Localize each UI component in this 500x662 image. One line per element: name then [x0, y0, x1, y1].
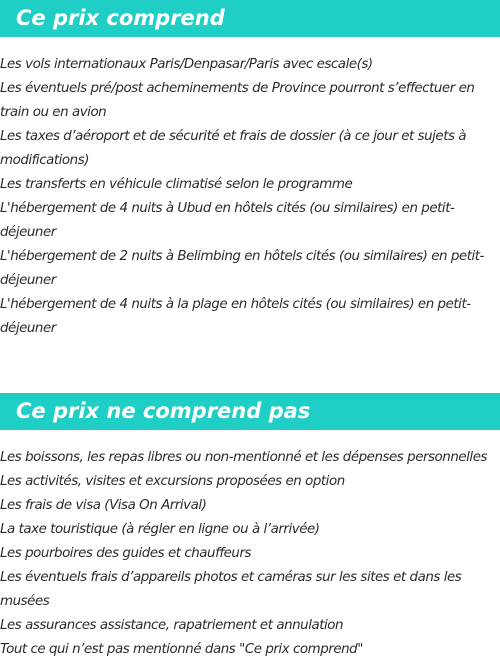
- excluded-item-frais-appareils: Les éventuels frais d’appareils photos et caméras sur les sites et dans les musées: [0, 570, 462, 609]
- included-item-hebergement-ubud: L'hébergement de 4 nuits à Ubud en hôtels cités (ou similaires) en petit-déjeuner: [0, 201, 455, 240]
- excluded-item-pourboires: Les pourboires des guides et chauffeurs: [0, 546, 252, 561]
- excluded-section-title: Ce prix ne comprend pas: [0, 393, 500, 430]
- included-item-transferts: Les transferts en véhicule climatisé selon le programme: [0, 177, 353, 192]
- excluded-item-taxe-touristique: La taxe touristique (à régler en ligne ou à l’arrivée): [0, 522, 320, 537]
- included-list: [0, 53, 500, 341]
- excluded-list: [0, 446, 500, 662]
- included-item-vols: Les vols internationaux Paris/Denpasar/Paris avec escale(s): [0, 57, 373, 72]
- excluded-item-visa: Les frais de visa (Visa On Arrival): [0, 498, 207, 513]
- included-item-hebergement-belimbing: L'hébergement de 2 nuits à Belimbing en hôtels cités (ou similaires) en petit-déjeuner: [0, 249, 484, 288]
- included-item-acheminements: Les éventuels pré/post acheminements de Province pourront s’effectuer en train ou en avion: [0, 81, 475, 120]
- excluded-item-boissons: Les boissons, les repas libres ou non-mentionné et les dépenses personnelles: [0, 450, 488, 465]
- excluded-item-tout-le-reste: Tout ce qui n’est pas mentionné dans "Ce prix comprend": [0, 642, 363, 657]
- included-section-title: Ce prix comprend: [0, 0, 500, 37]
- included-item-taxes: Les taxes d’aéroport et de sécurité et frais de dossier (à ce jour et sujets à modifications): [0, 129, 467, 168]
- included-item-hebergement-plage: L'hébergement de 4 nuits à la plage en hôtels cités (ou similaires) en petit-déjeuner: [0, 297, 471, 336]
- excluded-item-assurances: Les assurances assistance, rapatriement et annulation: [0, 618, 344, 633]
- excluded-item-activites: Les activités, visites et excursions proposées en option: [0, 474, 345, 489]
